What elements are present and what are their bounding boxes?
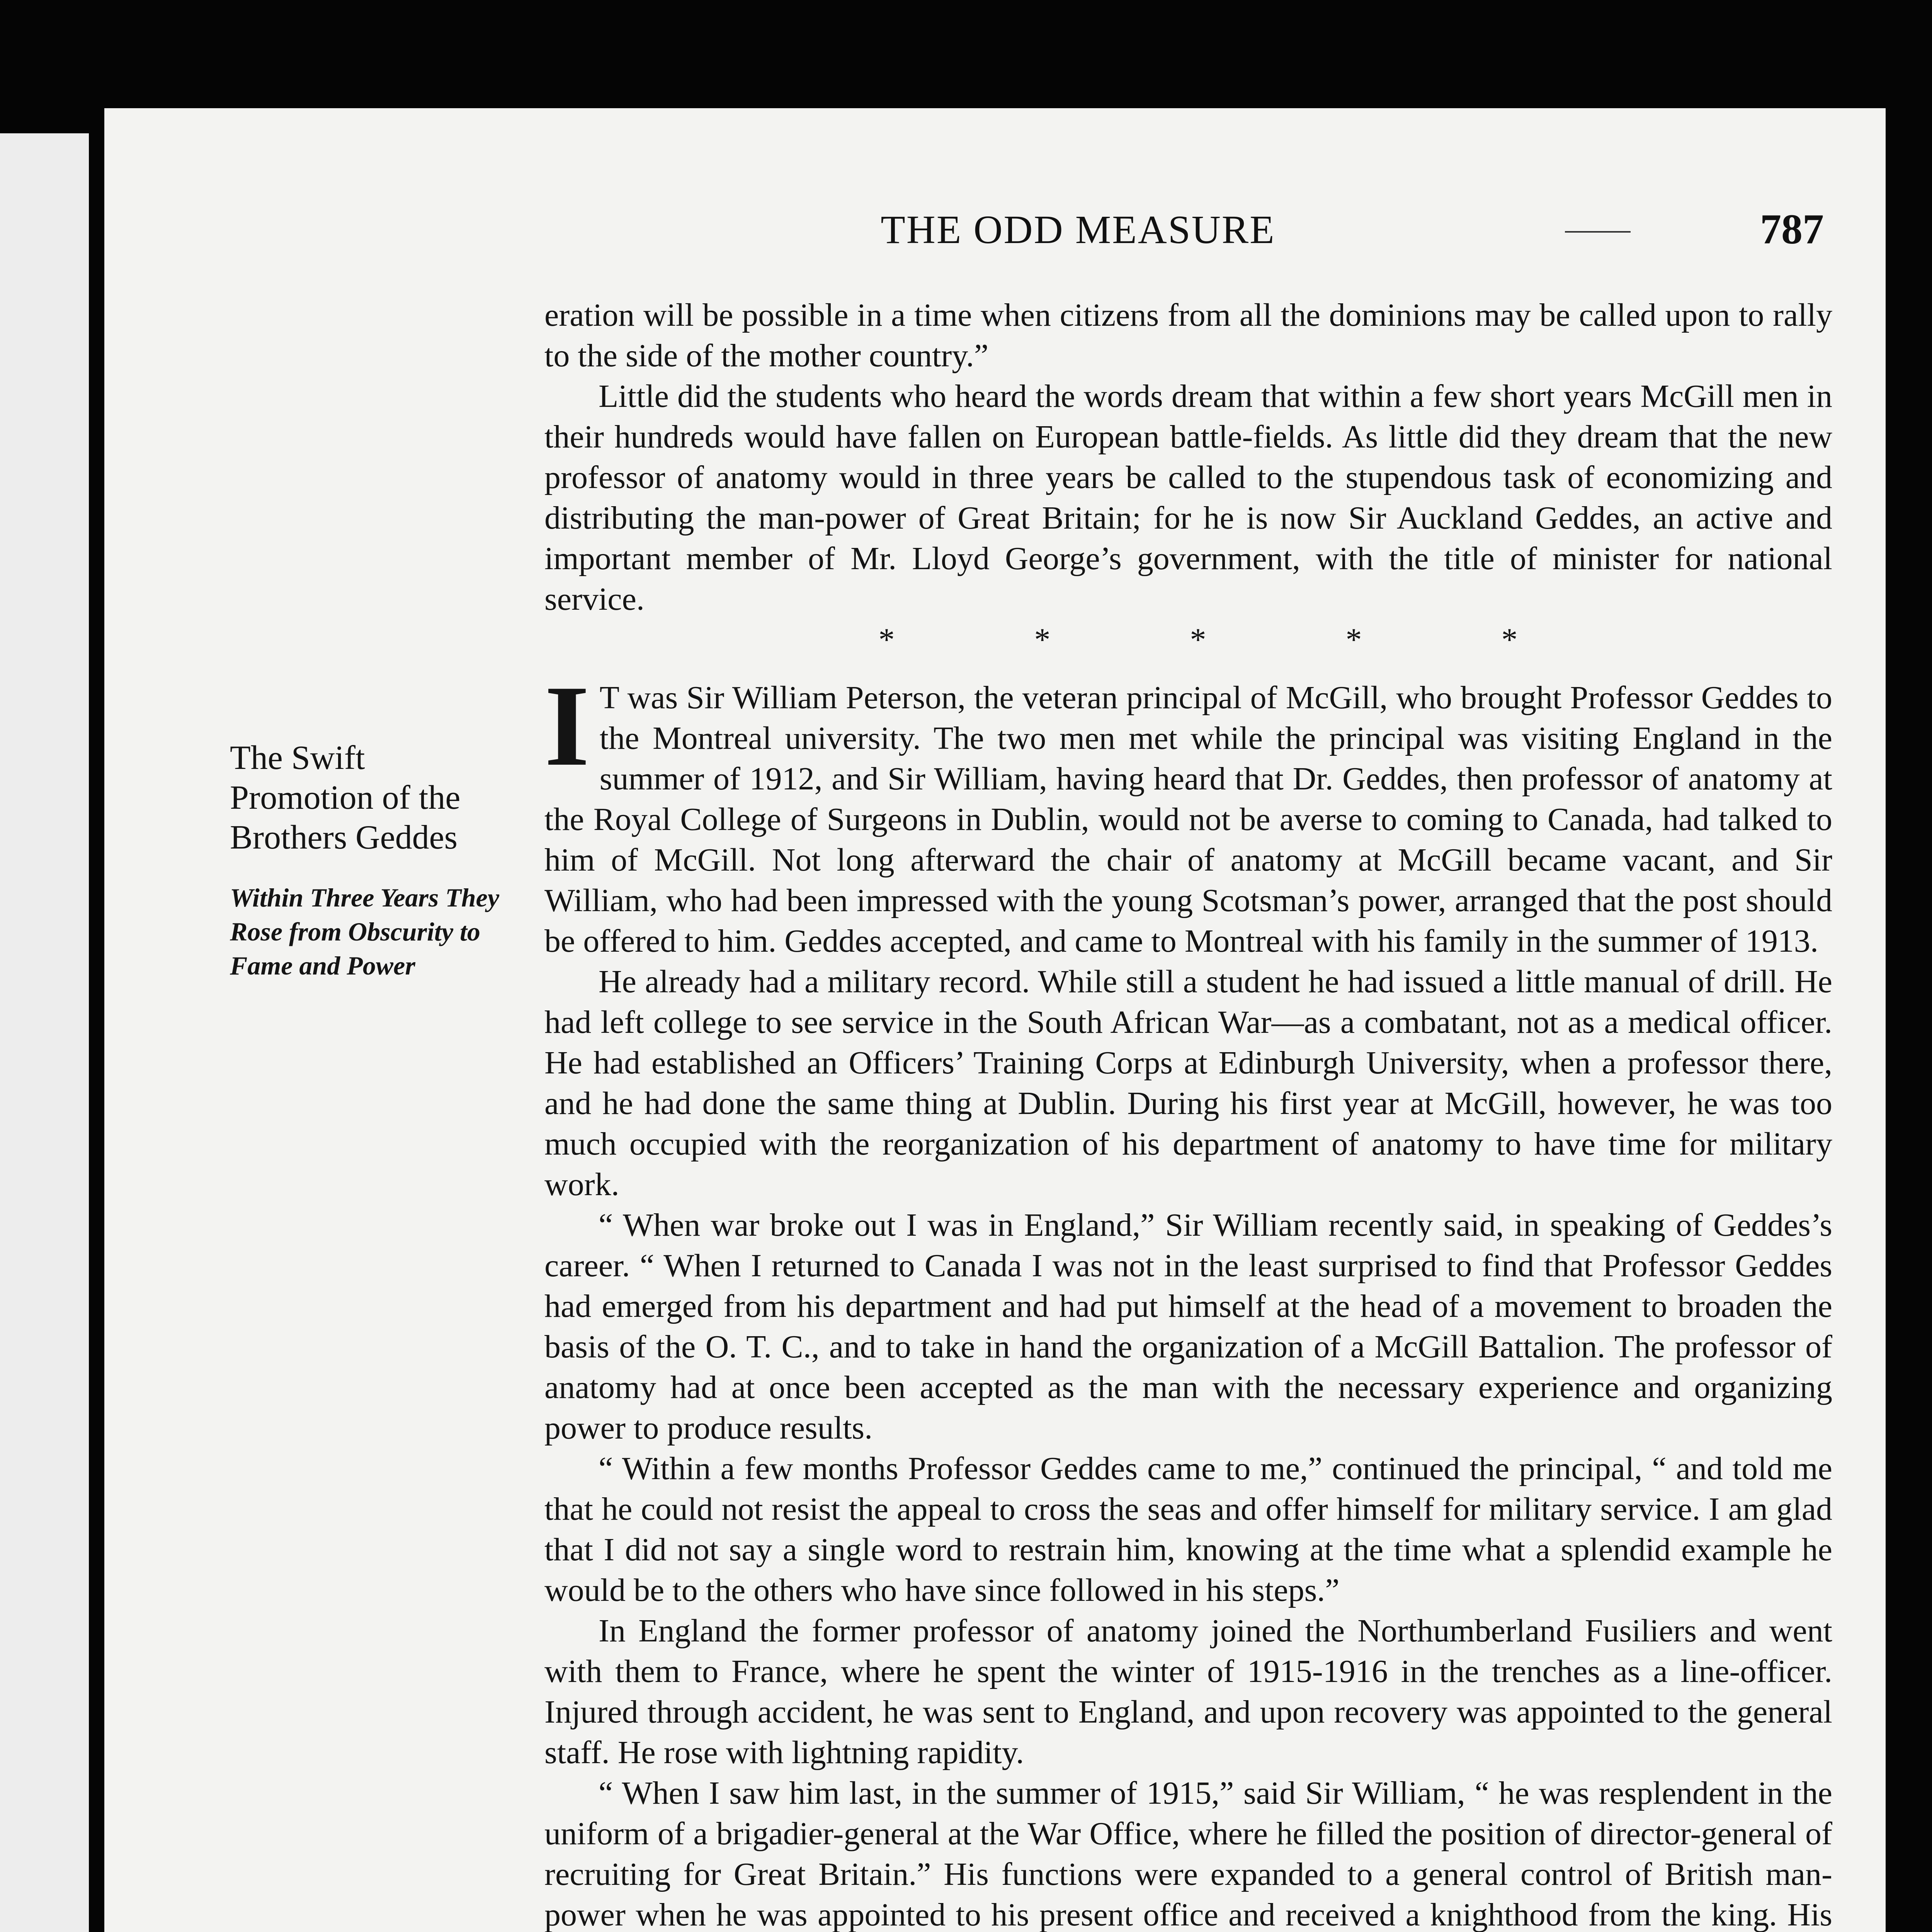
paragraph: eration will be possible in a time when citizens from all the dominions may be called upon to rally to the side of the mother country.” (544, 297, 1832, 374)
paragraph: “ Within a few months Professor Geddes came to me,” continued the principal, “ and told me that he could not resist the appeal to cross the seas and offer himself for military service. I am glad that I did not say a single word to restrain him, knowing at the time what a splendid example he would be to the others who have since followed in his steps.” (544, 1451, 1832, 1608)
section-separator: * * * * * (878, 622, 1583, 658)
margin-sidebar (230, 738, 512, 983)
adjacent-page-edge (0, 133, 89, 1932)
sidebar-heading: The Swift Promotion of the Brothers Geddes (230, 739, 461, 856)
running-title: THE ODD MEASURE (881, 207, 1276, 252)
section-two (544, 662, 1832, 1932)
paragraph: “ When war broke out I was in England,” Sir William recently said, in speaking of Geddes’s career. “ When I returned to Canada I was not in the least surprised to find that Professor Geddes had emerged from his department and had put himself at the head of a movement to broaden the basis of the O. T. C., and to take in hand the organization of a McGill Battalion. The professor of anatomy had at once been accepted as the man with the necessary experience and organizing power to produce results. (544, 1207, 1832, 1446)
sidebar-subheading: Within Three Years They Rose from Obscurity to Fame and Power (230, 883, 500, 980)
magazine-page (104, 108, 1886, 1932)
lead-paragraph (544, 662, 1832, 961)
paragraph: “ When I saw him last, in the summer of 1915,” said Sir William, “ he was resplendent in the uniform of a brigadier-general at the War Office, where he filled the position of director-general of recruiting for Great Britain.” His functions were expanded to a general control of British man-power when he was appointed to his present office and received a knighthood from the king. His (544, 1775, 1832, 1932)
article-body (544, 295, 1832, 1932)
header-dash (1565, 231, 1631, 233)
paragraph: Little did the students who heard the words dream that within a few short years McGill men in their hundreds would have fallen on European battle-fields. As little did they dream that the new professor of anatomy would in three years be called to the stupendous task of economizing and distributing the man-power of Great Britain; for he is now Sir Auckland Geddes, an active and important member of Mr. Lloyd George’s government, with the title of minister for national service. (544, 378, 1832, 617)
drop-cap: I (544, 662, 590, 790)
lead-paragraph-text: T was Sir William Peterson, the veteran principal of McGill, who brought Professor Geddes to the Montreal university. The two men met while the principal was visiting England in the summer of 1912, and Sir William, having heard that Dr. Geddes, then professor of anatomy at the Royal College of Surgeons in Dublin, would not be averse to coming to Canada, had talked to him of McGill. Not long afterward the chair of anatomy at McGill became vacant, and Sir William, who had been impressed with the young Scotsman’s power, arranged that the post should be offered to him. Geddes accepted, and came to Montreal with his family in the summer of 1913. (544, 680, 1832, 959)
paragraph: He already had a military record. While still a student he had issued a little manual of drill. He had left college to see service in the South African War—as a combatant, not as a medical officer. He had established an Officers’ Training Corps at Edinburgh University, when a professor there, and he had done the same thing at Dublin. During his first year at McGill, however, he was too much occupied with the reorganization of his department of anatomy to have time for military work. (544, 964, 1832, 1202)
page-number: 787 (1760, 206, 1824, 253)
paragraph: In England the former professor of anatomy joined the Northumberland Fusiliers and went with them to France, where he spent the winter of 1915-1916 in the trenches as a line-officer. Injured through accident, he was sent to England, and upon recovery was appointed to the general staff. He rose with lightning rapidity. (544, 1613, 1832, 1770)
